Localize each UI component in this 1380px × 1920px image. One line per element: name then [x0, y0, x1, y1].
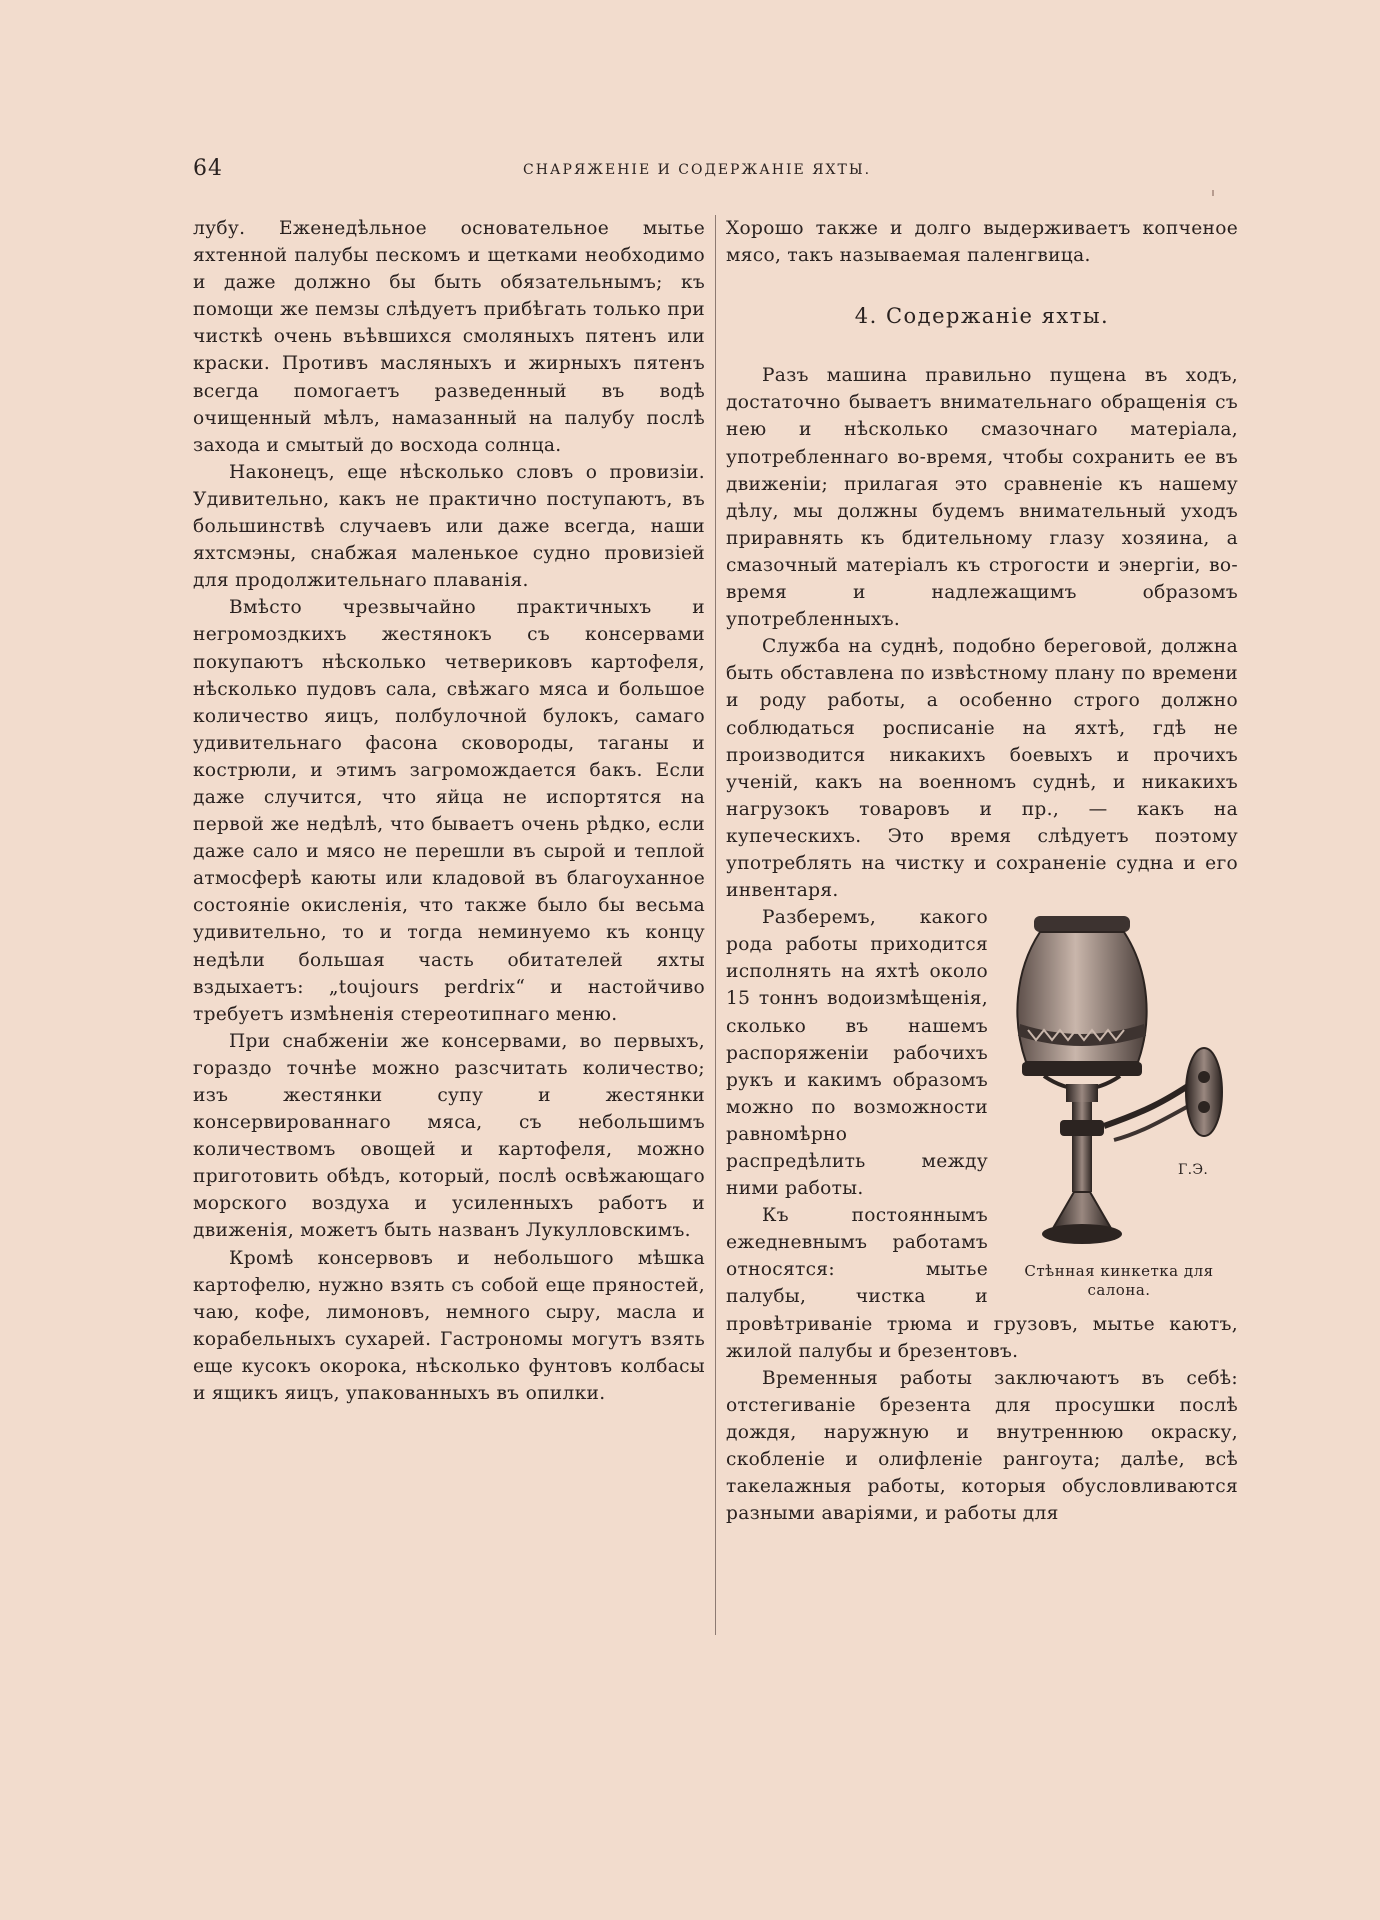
- paragraph: Разъ машина правильно пущена въ ходъ, достаточно бываетъ внимательнаго обращенія съ нею и нѣсколько смазочнаго матеріала, употребленнаго во-время, чтобы сохранить ее въ движеніи; прилагая это сравненіе къ нашему дѣлу, мы должны будемъ внимательный уходъ приравнять къ бдительному глазу хозяина, а смазочный матеріалъ къ строгости и энергіи, во-время и надлежащимъ образомъ употребленныхъ.: [726, 365, 1238, 631]
- paragraph: лубу. Еженедѣльное основательное мытье яхтенной палубы пескомъ и щетками необходимо и даже должно бы быть обязательнымъ; къ помощи же пемзы слѣдуетъ прибѣгать только при чисткѣ очень въѣвшихся смоляныхъ пятенъ или краски. Противъ масляныхъ и жирныхъ пятенъ всегда помогаетъ разведенный въ водѣ очищенный мѣлъ, намазанный на палубу послѣ захода и смытый до восхода солнца.: [193, 218, 705, 456]
- paragraph: Разберемъ, какого рода работы приходится исполнять на яхтѣ около 15 тоннъ водоизмѣщенія, сколько въ нашемъ распоряженіи рабочихъ рукъ и какимъ образомъ можно по возможности равномѣрно распредѣлить между ними работы.: [726, 907, 988, 1200]
- paragraph: При снабженіи же консервами, во первыхъ, гораздо точнѣе можно разсчитать количество; изъ жестянки супу и жестянки консервированнаго мяса, съ небольшимъ количествомъ овощей и картофеля, можно приготовить обѣдъ, который, послѣ освѣжающаго морского воздуха и усиленныхъ работъ и движенія, можетъ быть названъ Лукулловскимъ.: [193, 1030, 705, 1242]
- column-divider: [715, 215, 716, 1635]
- page-header: [193, 156, 1233, 186]
- scan-mark: [1212, 190, 1214, 196]
- paragraph: Наконецъ, еще нѣсколько словъ о провизіи. Удивительно, какъ не практично поступаютъ, въ большинствѣ случаевъ или даже всегда, наши яхтсмэны, снабжая маленькое судно провизіей для продолжительнаго плаванія.: [193, 461, 705, 592]
- paragraph: Къ постояннымъ ежедневнымъ работамъ относятся: мытье палубы, чистка и провѣтриваніе трюма и грузовъ, мытье каютъ, жилой палубы и брезентовъ.: [726, 1205, 1238, 1362]
- paragraph: Служба на суднѣ, подобно береговой, должна быть обставлена по извѣстному плану по времени и роду работы, а особенно строго должно соблюдаться росписаніе на яхтѣ, гдѣ не производится никакихъ боевыхъ и прочихъ ученій, какъ на военномъ суднѣ, и никакихъ нагрузокъ товаровъ и пр., — какъ на купеческихъ. Это время слѣдуетъ поэтому употреблять на чистку и сохраненіе судна и его инвентаря.: [726, 636, 1238, 902]
- running-title: СНАРЯЖЕНІЕ И СОДЕРЖАНІЕ ЯХТЫ.: [523, 162, 872, 178]
- right-column: [726, 215, 1238, 1527]
- paragraph: Кромѣ консервовъ и небольшого мѣшка картофелю, нужно взять съ собой еще пряностей, чаю, кофе, лимоновъ, немного сыру, масла и корабельныхъ сухарей. Гастрономы могутъ взять еще кусокъ окорока, нѣсколько фунтовъ колбасы и ящикъ яицъ, упакованныхъ въ опилки.: [193, 1247, 705, 1405]
- wall-lamp-illustration: [1004, 912, 1234, 1252]
- left-column: [193, 215, 705, 1407]
- page-number: 64: [193, 156, 223, 181]
- section-title: 4. Содержаніе яхты.: [854, 304, 1110, 329]
- lamp-figure: [1000, 912, 1238, 1300]
- figure-signature: Г.Э.: [1178, 1162, 1209, 1179]
- paragraph: Хорошо также и долго выдерживаетъ копченое мясо, такъ называемая паленгвица.: [726, 218, 1238, 267]
- paragraph: Вмѣсто чрезвычайно практичныхъ и негромоздкихъ жестянокъ съ консервами покупаютъ нѣсколько четвериковъ картофеля, нѣсколько пудовъ сала, свѣжаго мяса и большое количество яицъ, полбулочной булокъ, самаго удивительнаго фасона сковороды, таганы и кострюли, и этимъ загромождается бакъ. Если даже случится, что яйца не испортятся на первой же недѣлѣ, что бываетъ очень рѣдко, если даже сало и мясо не перешли въ сырой и теплой атмосферѣ каюты или кладовой въ благоуханное состояніе окисленія, что также было бы весьма удивительно, то и тогда неминуемо къ концу недѣли большая часть обитателей яхты вздыхаетъ: „toujours perdrix“ и настойчиво требуетъ измѣненія стереотипнаго меню.: [193, 597, 705, 1025]
- figure-caption: Стѣнная кинкетка для салона.: [1024, 1262, 1214, 1300]
- paragraph: Временныя работы заключаютъ въ себѣ: отстегиваніе брезента для просушки послѣ дождя, наружную и внутреннюю окраску, скобленіе и олифленіе рангоута; далѣе, всѣ такелажныя работы, которыя обусловливаются разными аваріями, и работы для: [726, 1367, 1238, 1525]
